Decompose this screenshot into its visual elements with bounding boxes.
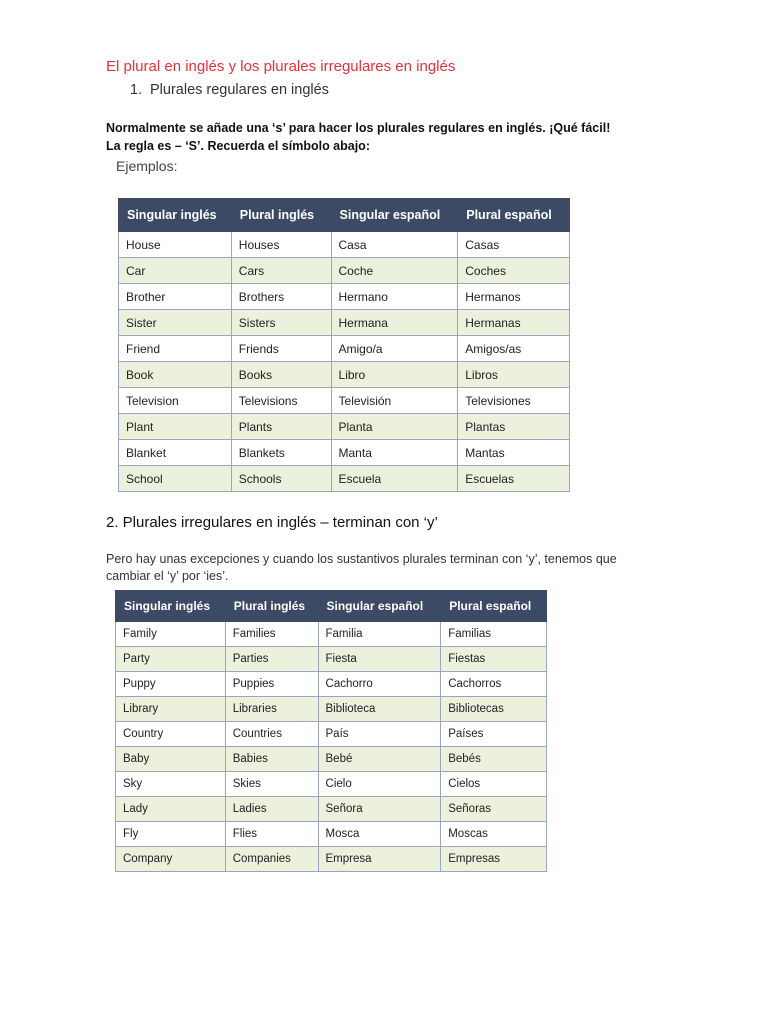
- table-cell: Party: [116, 647, 226, 672]
- section1-intro: [106, 119, 610, 155]
- table-cell: Familia: [318, 622, 441, 647]
- table-cell: Cielo: [318, 772, 441, 797]
- table-cell: House: [119, 232, 232, 258]
- regular-plurals-table: [118, 198, 570, 492]
- table-cell: Brothers: [231, 284, 331, 310]
- table-cell: Libro: [331, 362, 458, 388]
- column-header: Singular inglés: [119, 199, 232, 232]
- table-cell: Companies: [225, 847, 318, 872]
- table-cell: Schools: [231, 466, 331, 492]
- table-cell: Bibliotecas: [441, 697, 547, 722]
- table-cell: Televisions: [231, 388, 331, 414]
- table-cell: Amigo/a: [331, 336, 458, 362]
- table-cell: Coches: [458, 258, 570, 284]
- table-row: [119, 466, 570, 492]
- table-cell: Casas: [458, 232, 570, 258]
- section1-number: 1.: [130, 82, 143, 98]
- table-cell: Plant: [119, 414, 232, 440]
- table-cell: Blankets: [231, 440, 331, 466]
- table-cell: País: [318, 722, 441, 747]
- section1-subtitle: [130, 82, 329, 98]
- table-cell: School: [119, 466, 232, 492]
- table-cell: Plantas: [458, 414, 570, 440]
- table-cell: Family: [116, 622, 226, 647]
- column-header: Plural español: [441, 591, 547, 622]
- column-header: Singular inglés: [116, 591, 226, 622]
- table-row: [116, 772, 547, 797]
- table-cell: Plants: [231, 414, 331, 440]
- column-header: Plural inglés: [231, 199, 331, 232]
- table-row: [116, 672, 547, 697]
- table-cell: Hermanas: [458, 310, 570, 336]
- table-cell: Bebé: [318, 747, 441, 772]
- table-row: [119, 440, 570, 466]
- table-cell: Coche: [331, 258, 458, 284]
- table-cell: Escuelas: [458, 466, 570, 492]
- table-cell: Car: [119, 258, 232, 284]
- table-cell: Families: [225, 622, 318, 647]
- table-row: [119, 336, 570, 362]
- table-cell: Book: [119, 362, 232, 388]
- table-cell: Planta: [331, 414, 458, 440]
- table-cell: Fly: [116, 822, 226, 847]
- irregular-plurals-table: [115, 590, 547, 872]
- section1-label: Plurales regulares en inglés: [150, 82, 329, 98]
- table-cell: Parties: [225, 647, 318, 672]
- column-header: Plural español: [458, 199, 570, 232]
- table-cell: Biblioteca: [318, 697, 441, 722]
- page-title: El plural en inglés y los plurales irregulares en inglés: [106, 58, 456, 75]
- table-cell: Hermana: [331, 310, 458, 336]
- table-row: [116, 797, 547, 822]
- table-cell: Hermanos: [458, 284, 570, 310]
- section2-heading: 2. Plurales irregulares en inglés – terminan con ‘y’: [106, 514, 438, 531]
- table-cell: Manta: [331, 440, 458, 466]
- table-cell: Libros: [458, 362, 570, 388]
- table-row: [116, 722, 547, 747]
- examples-label: Ejemplos:: [116, 158, 178, 174]
- table-cell: Señora: [318, 797, 441, 822]
- table-cell: Puppies: [225, 672, 318, 697]
- table-cell: Escuela: [331, 466, 458, 492]
- table-cell: Cielos: [441, 772, 547, 797]
- table-cell: Baby: [116, 747, 226, 772]
- table-cell: Amigos/as: [458, 336, 570, 362]
- table-cell: Señoras: [441, 797, 547, 822]
- table-cell: Friend: [119, 336, 232, 362]
- table-header-row: [119, 199, 570, 232]
- table-cell: Friends: [231, 336, 331, 362]
- table-cell: Moscas: [441, 822, 547, 847]
- table-row: [116, 697, 547, 722]
- table-cell: Hermano: [331, 284, 458, 310]
- table-cell: Empresas: [441, 847, 547, 872]
- table-cell: Mantas: [458, 440, 570, 466]
- table-row: [119, 284, 570, 310]
- table-cell: Cachorros: [441, 672, 547, 697]
- table-cell: Cachorro: [318, 672, 441, 697]
- table-row: [119, 310, 570, 336]
- table-cell: Houses: [231, 232, 331, 258]
- table-cell: Ladies: [225, 797, 318, 822]
- table-cell: Company: [116, 847, 226, 872]
- table-cell: Libraries: [225, 697, 318, 722]
- table-cell: Fiesta: [318, 647, 441, 672]
- paragraph-line-1: Pero hay unas excepciones y cuando los sustantivos plurales terminan con ‘y’, tenemos que: [106, 552, 617, 566]
- table-cell: Lady: [116, 797, 226, 822]
- column-header: Singular español: [318, 591, 441, 622]
- table-cell: Casa: [331, 232, 458, 258]
- table-cell: Empresa: [318, 847, 441, 872]
- table-cell: Países: [441, 722, 547, 747]
- table-cell: Library: [116, 697, 226, 722]
- table-cell: Countries: [225, 722, 318, 747]
- paragraph-line-2: cambiar el ‘y’ por ‘ies’.: [106, 569, 229, 583]
- table-cell: Television: [119, 388, 232, 414]
- table-row: [116, 847, 547, 872]
- table-header-row: [116, 591, 547, 622]
- table-row: [119, 414, 570, 440]
- table-cell: Books: [231, 362, 331, 388]
- table-cell: Puppy: [116, 672, 226, 697]
- intro-line-2: La regla es – ‘S’. Recuerda el símbolo abajo:: [106, 139, 370, 153]
- table-row: [116, 747, 547, 772]
- table-cell: Familias: [441, 622, 547, 647]
- table-row: [116, 647, 547, 672]
- intro-line-1: Normalmente se añade una ‘s’ para hacer los plurales regulares en inglés. ¡Qué fácil!: [106, 121, 611, 135]
- table-cell: Sister: [119, 310, 232, 336]
- table-cell: Sisters: [231, 310, 331, 336]
- table-cell: Bebés: [441, 747, 547, 772]
- table-cell: Televisiones: [458, 388, 570, 414]
- table-cell: Televisión: [331, 388, 458, 414]
- table-cell: Blanket: [119, 440, 232, 466]
- table-row: [119, 362, 570, 388]
- table-row: [116, 622, 547, 647]
- table-cell: Flies: [225, 822, 318, 847]
- table-row: [119, 232, 570, 258]
- table-row: [119, 258, 570, 284]
- table-cell: Skies: [225, 772, 318, 797]
- table-cell: Country: [116, 722, 226, 747]
- table-cell: Babies: [225, 747, 318, 772]
- table-cell: Brother: [119, 284, 232, 310]
- table-cell: Sky: [116, 772, 226, 797]
- column-header: Singular español: [331, 199, 458, 232]
- table-cell: Fiestas: [441, 647, 547, 672]
- table-cell: Mosca: [318, 822, 441, 847]
- section2-paragraph: [106, 551, 617, 585]
- table-cell: Cars: [231, 258, 331, 284]
- table-row: [116, 822, 547, 847]
- table-row: [119, 388, 570, 414]
- column-header: Plural inglés: [225, 591, 318, 622]
